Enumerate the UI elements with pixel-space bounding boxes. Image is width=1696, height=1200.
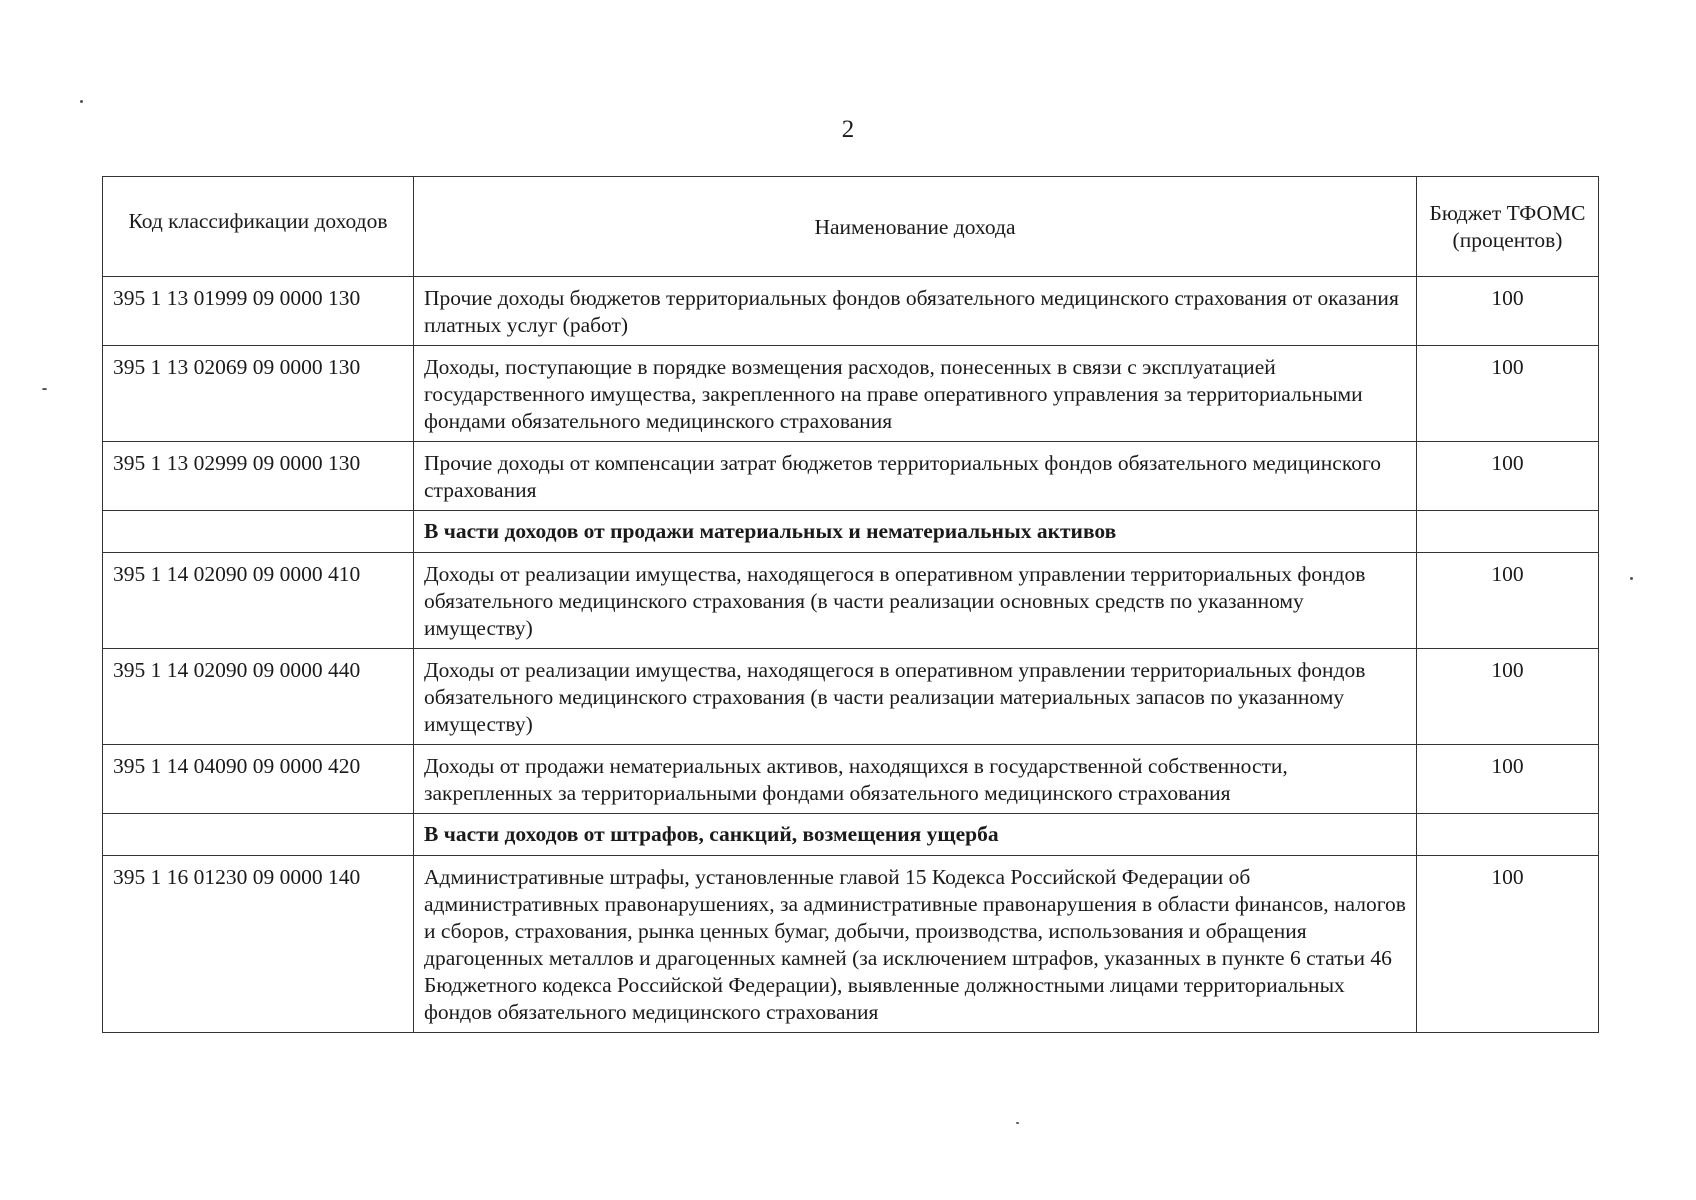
income-name: Прочие доходы бюджетов территориальных фондов обязательного медицинского страхования от оказания платных услуг (работ) <box>414 277 1417 346</box>
table-row <box>103 553 1599 649</box>
header-name: Наименование дохода <box>414 177 1417 277</box>
income-percent <box>1417 814 1599 856</box>
income-code <box>103 814 414 856</box>
income-percent: 100 <box>1417 277 1599 346</box>
scan-speck <box>42 388 47 390</box>
income-percent <box>1417 511 1599 553</box>
income-classification-table <box>102 176 1599 1033</box>
table-row <box>103 856 1599 1033</box>
table-row <box>103 346 1599 442</box>
income-code: 395 1 13 02999 09 0000 130 <box>103 442 414 511</box>
income-code: 395 1 13 02069 09 0000 130 <box>103 346 414 442</box>
table-row <box>103 745 1599 814</box>
scan-speck <box>1630 577 1633 580</box>
table-row <box>103 442 1599 511</box>
section-heading-row <box>103 511 1599 553</box>
income-name: Доходы от реализации имущества, находящегося в оперативном управлении территориальных фондов обязательного медицинского страхования (в части реализации материальных запасов по указанному имуществу) <box>414 649 1417 745</box>
header-percent: Бюджет ТФОМС (процентов) <box>1417 177 1599 277</box>
scan-speck <box>80 100 83 103</box>
income-percent: 100 <box>1417 649 1599 745</box>
section-heading-row <box>103 814 1599 856</box>
income-percent: 100 <box>1417 442 1599 511</box>
section-heading: В части доходов от продажи материальных и нематериальных активов <box>414 511 1417 553</box>
page-number: 2 <box>841 116 855 143</box>
income-code: 395 1 13 01999 09 0000 130 <box>103 277 414 346</box>
table-header-row <box>103 177 1599 277</box>
income-percent: 100 <box>1417 553 1599 649</box>
income-name: Доходы от реализации имущества, находящегося в оперативном управлении территориальных фондов обязательного медицинского страхования (в части реализации основных средств по указанному имуществу) <box>414 553 1417 649</box>
table-row <box>103 649 1599 745</box>
header-code: Код классификации доходов <box>103 177 414 277</box>
income-name: Прочие доходы от компенсации затрат бюджетов территориальных фондов обязательного медицинского страхования <box>414 442 1417 511</box>
income-name: Доходы от продажи нематериальных активов, находящихся в государственной собственности, закрепленных за территориальными фондами обязательного медицинского страхования <box>414 745 1417 814</box>
income-code <box>103 511 414 553</box>
income-code: 395 1 16 01230 09 0000 140 <box>103 856 414 1033</box>
income-percent: 100 <box>1417 745 1599 814</box>
scan-speck <box>1016 1122 1019 1124</box>
income-percent: 100 <box>1417 856 1599 1033</box>
income-name: Административные штрафы, установленные главой 15 Кодекса Российской Федерации об административных правонарушениях, за административные правонарушения в области финансов, налогов и сборов, страхования, рынка ценных бумаг, добычи, производства, использования и обращения драгоценных металлов и драгоценных камней (за исключением штрафов, указанных в пункте 6 статьи 46 Бюджетного кодекса Российской Федерации), выявленные должностными лицами территориальных фондов обязательного медицинского страхования <box>414 856 1417 1033</box>
income-code: 395 1 14 02090 09 0000 440 <box>103 649 414 745</box>
income-code: 395 1 14 02090 09 0000 410 <box>103 553 414 649</box>
income-code: 395 1 14 04090 09 0000 420 <box>103 745 414 814</box>
table-row <box>103 277 1599 346</box>
section-heading: В части доходов от штрафов, санкций, возмещения ущерба <box>414 814 1417 856</box>
income-name: Доходы, поступающие в порядке возмещения расходов, понесенных в связи с эксплуатацией государственного имущества, закрепленного на праве оперативного управления за территориальными фондами обязательного медицинского страхования <box>414 346 1417 442</box>
income-percent: 100 <box>1417 346 1599 442</box>
